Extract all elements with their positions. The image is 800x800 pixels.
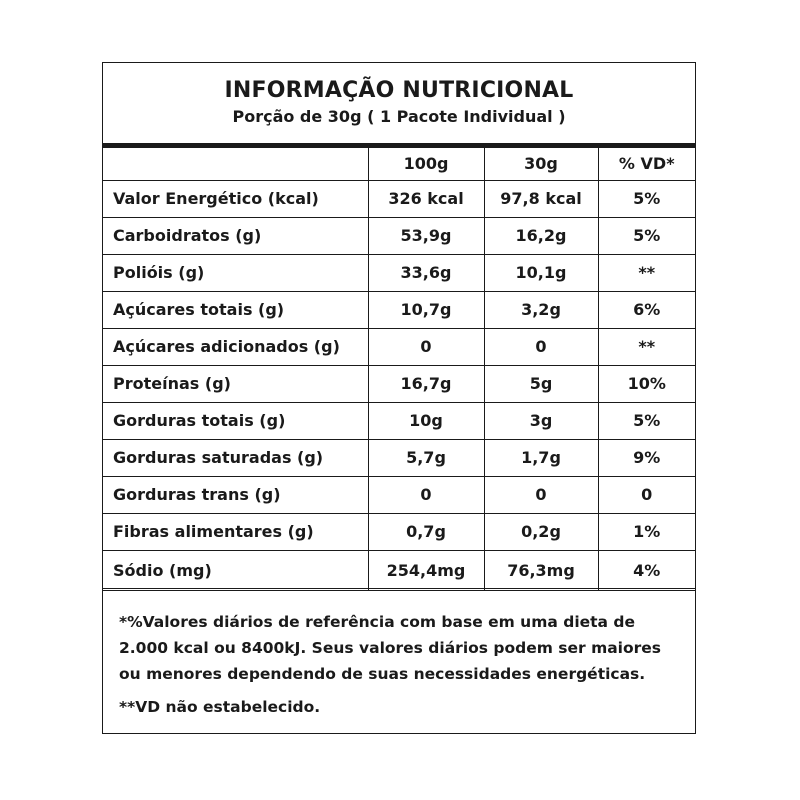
table-row xyxy=(103,402,695,439)
column-header-daily-value: % VD* xyxy=(598,148,695,180)
table-row xyxy=(103,550,695,590)
value-per-100g: 16,7g xyxy=(368,365,484,402)
value-per-100g: 53,9g xyxy=(368,217,484,254)
serving-size: Porção de 30g ( 1 Pacote Individual ) xyxy=(232,107,566,126)
nutrition-table-body xyxy=(103,180,695,590)
nutrient-name: Carboidratos (g) xyxy=(103,217,368,254)
daily-value-percent: ** xyxy=(598,254,695,291)
value-per-30g: 97,8 kcal xyxy=(484,180,598,217)
value-per-30g: 0,2g xyxy=(484,513,598,550)
daily-value-percent: 6% xyxy=(598,291,695,328)
nutrient-name: Valor Energético (kcal) xyxy=(103,180,368,217)
column-header-30g: 30g xyxy=(484,148,598,180)
value-per-100g: 33,6g xyxy=(368,254,484,291)
value-per-30g: 1,7g xyxy=(484,439,598,476)
daily-value-percent: 0 xyxy=(598,476,695,513)
daily-values-footnote: *%Valores diários de referência com base em uma dieta de 2.000 kcal ou 8400kJ. Seus valores diários podem ser maiores ou menores dependendo de suas necessidades energéticas. xyxy=(119,613,662,683)
value-per-30g: 3g xyxy=(484,402,598,439)
value-per-100g: 0 xyxy=(368,476,484,513)
daily-value-percent: 10% xyxy=(598,365,695,402)
table-row xyxy=(103,439,695,476)
table-row xyxy=(103,513,695,550)
value-per-30g: 16,2g xyxy=(484,217,598,254)
nutrient-name: Gorduras totais (g) xyxy=(103,402,368,439)
daily-value-percent: 5% xyxy=(598,217,695,254)
daily-value-percent: 5% xyxy=(598,402,695,439)
nutrient-name: Polióis (g) xyxy=(103,254,368,291)
nutrient-name: Gorduras saturadas (g) xyxy=(103,439,368,476)
table-row xyxy=(103,328,695,365)
value-per-100g: 0,7g xyxy=(368,513,484,550)
value-per-30g: 0 xyxy=(484,476,598,513)
value-per-30g: 76,3mg xyxy=(484,550,598,590)
value-per-100g: 326 kcal xyxy=(368,180,484,217)
value-per-100g: 0 xyxy=(368,328,484,365)
table-header-row xyxy=(103,148,695,180)
nutrient-name: Proteínas (g) xyxy=(103,365,368,402)
value-per-30g: 5g xyxy=(484,365,598,402)
daily-value-percent: 5% xyxy=(598,180,695,217)
label-title: INFORMAÇÃO NUTRICIONAL xyxy=(224,78,574,103)
value-per-100g: 254,4mg xyxy=(368,550,484,590)
nutrient-name: Açúcares totais (g) xyxy=(103,291,368,328)
nutrition-table xyxy=(103,148,695,591)
value-per-100g: 5,7g xyxy=(368,439,484,476)
daily-value-percent: ** xyxy=(598,328,695,365)
label-footer xyxy=(103,588,695,732)
table-row xyxy=(103,476,695,513)
value-per-30g: 10,1g xyxy=(484,254,598,291)
label-header xyxy=(103,63,695,143)
nutrient-name: Sódio (mg) xyxy=(103,550,368,590)
value-per-30g: 0 xyxy=(484,328,598,365)
table-row xyxy=(103,365,695,402)
value-per-30g: 3,2g xyxy=(484,291,598,328)
value-per-100g: 10,7g xyxy=(368,291,484,328)
nutrition-facts-label xyxy=(102,62,696,734)
not-established-footnote: **VD não estabelecido. xyxy=(119,698,321,716)
nutrient-name: Fibras alimentares (g) xyxy=(103,513,368,550)
nutrient-name: Açúcares adicionados (g) xyxy=(103,328,368,365)
value-per-100g: 10g xyxy=(368,402,484,439)
table-row xyxy=(103,254,695,291)
table-row xyxy=(103,180,695,217)
daily-value-percent: 9% xyxy=(598,439,695,476)
nutrient-name: Gorduras trans (g) xyxy=(103,476,368,513)
column-header-nutrient xyxy=(103,148,368,180)
table-row xyxy=(103,217,695,254)
column-header-100g: 100g xyxy=(368,148,484,180)
daily-value-percent: 1% xyxy=(598,513,695,550)
daily-value-percent: 4% xyxy=(598,550,695,590)
table-row xyxy=(103,291,695,328)
